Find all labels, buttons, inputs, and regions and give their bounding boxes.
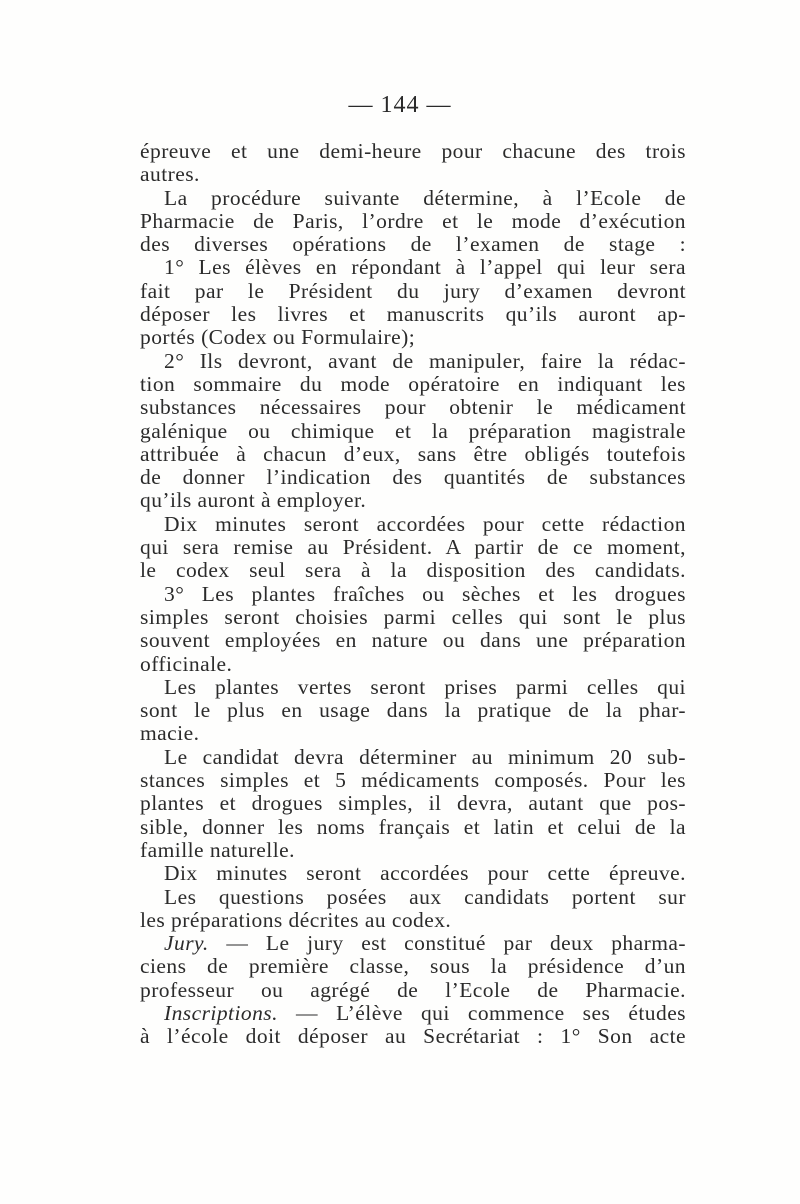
text-line [140, 163, 686, 186]
line-text: épreuve et une demi-heure pour chacune des trois [140, 140, 686, 163]
line-text: Dix minutes seront accordées pour cette épreuve. [164, 862, 686, 886]
line-text: déposer les livres et manuscrits qu’ils auront ap- [140, 303, 686, 327]
text-line [140, 909, 686, 932]
line-text: professeur ou agrégé de l’Ecole de Pharmacie. [140, 978, 686, 1002]
line-text: macie. [140, 721, 200, 746]
text-line [140, 1025, 686, 1048]
text-line [140, 746, 686, 769]
text-line [140, 513, 686, 536]
line-text: des diverses opérations de l’examen de stage : [140, 233, 686, 257]
text-line [140, 489, 686, 512]
line-text: Pharmacie de Paris, l’ordre et le mode d’exécution [140, 209, 686, 233]
text-line [140, 350, 686, 373]
text-line [140, 629, 686, 652]
italic-heading: Inscriptions. [164, 1001, 278, 1025]
text-line [140, 280, 686, 303]
line-text: plantes et drogues simples, il devra, autant que pos- [140, 792, 686, 816]
text-line [140, 932, 686, 955]
line-text: portés (Codex ou Formulaire); [140, 325, 416, 350]
line-text: Dix minutes seront accordées pour cette rédaction [164, 512, 686, 536]
text-line [140, 699, 686, 722]
line-text: 3° Les plantes fraîches ou sèches et les drogues [164, 582, 686, 606]
line-text: — L’élève qui commence ses études [277, 1001, 686, 1025]
text-line [140, 606, 686, 629]
text-line [140, 583, 686, 606]
line-text: ciens de première classe, sous la présidence d’un [140, 955, 686, 979]
text-line [140, 979, 686, 1002]
line-text: famille naturelle. [140, 837, 295, 862]
text-line [140, 187, 686, 210]
text-line [140, 396, 686, 419]
text-line [140, 233, 686, 256]
text-line [140, 256, 686, 279]
line-text: tion sommaire du mode opératoire en indiquant les [140, 372, 686, 396]
line-text: Le candidat devra déterminer au minimum 20 sub- [164, 745, 686, 769]
text-line [140, 443, 686, 466]
text-line [140, 886, 686, 909]
line-text: officinale. [140, 651, 233, 676]
text-line [140, 862, 686, 885]
line-text: Les plantes vertes seront prises parmi celles qui [164, 675, 686, 699]
line-text: sible, donner les noms français et latin et celui de la [140, 815, 686, 839]
line-text: à l’école doit déposer au Secrétariat : 1° Son acte [140, 1025, 686, 1049]
text-line [140, 326, 686, 349]
line-text: substances nécessaires pour obtenir le médicament [140, 396, 686, 420]
page-number: — 144 — [348, 92, 452, 118]
line-text: qui sera remise au Président. A partir de ce moment, [140, 536, 686, 560]
line-text: le codex seul sera à la disposition des candidats. [140, 559, 686, 583]
line-text: simples seront choisies parmi celles qui sont le plus [140, 605, 686, 629]
line-text: qu’ils auront à employer. [140, 488, 367, 513]
text-line [140, 676, 686, 699]
line-text: La procédure suivante détermine, à l’Ecole de [164, 186, 686, 210]
text-line [140, 420, 686, 443]
line-text: les préparations décrites au codex. [140, 907, 452, 932]
line-text: souvent employées en nature ou dans une préparation [140, 629, 686, 653]
text-line [140, 816, 686, 839]
text-line [140, 653, 686, 676]
text-line [140, 210, 686, 233]
line-text: — Le jury est constitué par deux pharma- [208, 932, 686, 956]
text-line [140, 303, 686, 326]
text-line [140, 373, 686, 396]
line-text: de donner l’indication des quantités de substances [140, 466, 686, 490]
line-text: sont le plus en usage dans la pratique de la phar- [140, 699, 686, 723]
text-line [140, 1002, 686, 1025]
text-line [140, 559, 686, 582]
line-text: attribuée à chacun d’eux, sans être obligés toutefois [140, 442, 686, 466]
text-line [140, 769, 686, 792]
italic-heading: Jury. [164, 932, 209, 956]
line-text: 2° Ils devront, avant de manipuler, faire la rédac- [164, 349, 686, 373]
line-text: Les questions posées aux candidats portent sur [164, 885, 686, 909]
text-line [140, 722, 686, 745]
line-text: autres. [140, 162, 200, 187]
line-text: galénique ou chimique et la préparation magistrale [140, 419, 686, 443]
text-line [140, 466, 686, 489]
text-line [140, 140, 686, 163]
text-line [140, 792, 686, 815]
line-text: 1° Les élèves en répondant à l’appel qui leur sera [164, 256, 686, 280]
line-text: stances simples et 5 médicaments composés. Pour les [140, 769, 686, 793]
line-text: fait par le Président du jury d’examen devront [140, 279, 686, 303]
text-line [140, 536, 686, 559]
text-line [140, 955, 686, 978]
text-line [140, 839, 686, 862]
body-text [140, 140, 686, 1049]
